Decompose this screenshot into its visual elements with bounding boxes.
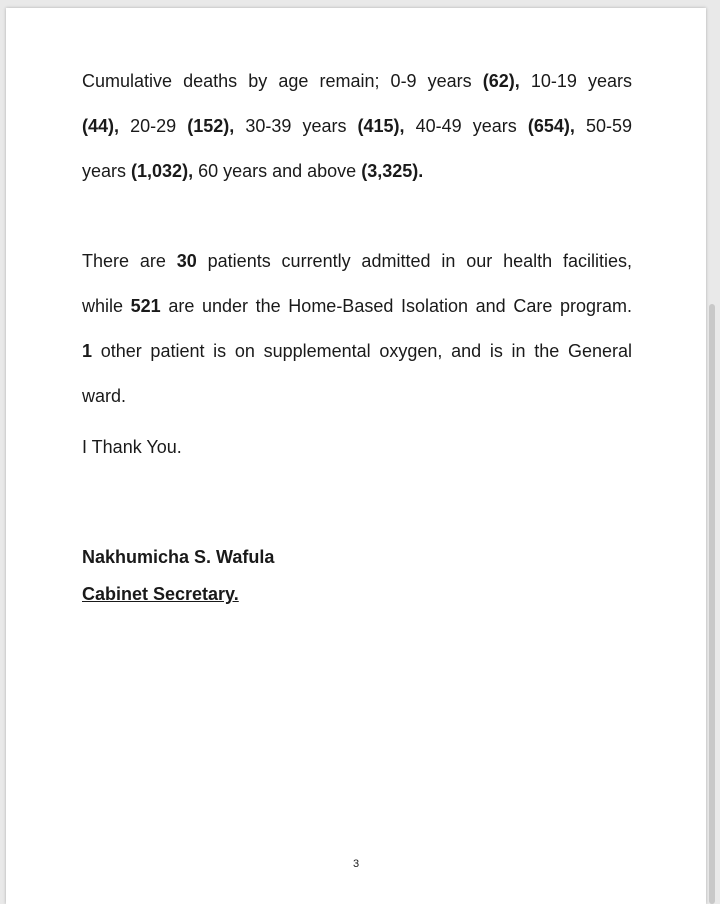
page-number: 3 — [352, 858, 360, 870]
admitted-count: 30 — [176, 251, 197, 271]
text-run: 50-59 — [574, 116, 632, 136]
patients-line-2 — [82, 295, 632, 317]
vertical-scrollbar[interactable] — [709, 304, 715, 904]
text-run: 10-19 years — [519, 71, 632, 91]
deaths-count-0-9: (62), — [482, 71, 520, 91]
text-run: There are — [82, 251, 177, 271]
signatory-title: Cabinet Secretary. — [82, 584, 239, 604]
text-run: Cumulative deaths by age remain; 0-9 years — [82, 71, 483, 91]
text-run: 40-49 years — [404, 116, 528, 136]
closing-text: I Thank You. — [82, 437, 182, 457]
text-run: other patient is on supplemental oxygen, and is in the General — [92, 341, 632, 361]
deaths-count-20-29: (152), — [187, 116, 235, 136]
text-run: 30-39 years — [234, 116, 358, 136]
document-page — [6, 8, 706, 904]
deaths-count-10-19: (44), — [82, 116, 120, 136]
signatory-name: Nakhumicha S. Wafula — [82, 547, 275, 567]
patients-line-4: ward. — [82, 386, 127, 406]
text-run: 20-29 — [119, 116, 188, 136]
deaths-line-3 — [82, 160, 632, 182]
deaths-line-1 — [82, 70, 632, 92]
patients-line-1 — [82, 250, 632, 272]
home-care-count: 521 — [130, 296, 161, 316]
text-run: while — [82, 296, 131, 316]
text-run: patients currently admitted in our health facilities, — [196, 251, 632, 271]
text-run: 60 years and above — [193, 161, 362, 181]
text-run: years — [82, 161, 132, 181]
deaths-count-60-plus: (3,325). — [361, 161, 424, 181]
deaths-line-2 — [82, 115, 632, 137]
patients-line-3 — [82, 340, 632, 362]
deaths-count-50-59: (1,032), — [131, 161, 194, 181]
deaths-count-40-49: (654), — [527, 116, 575, 136]
oxygen-count: 1 — [82, 341, 93, 361]
text-run: are under the Home-Based Isolation and Care program. — [160, 296, 632, 316]
deaths-count-30-39: (415), — [357, 116, 405, 136]
